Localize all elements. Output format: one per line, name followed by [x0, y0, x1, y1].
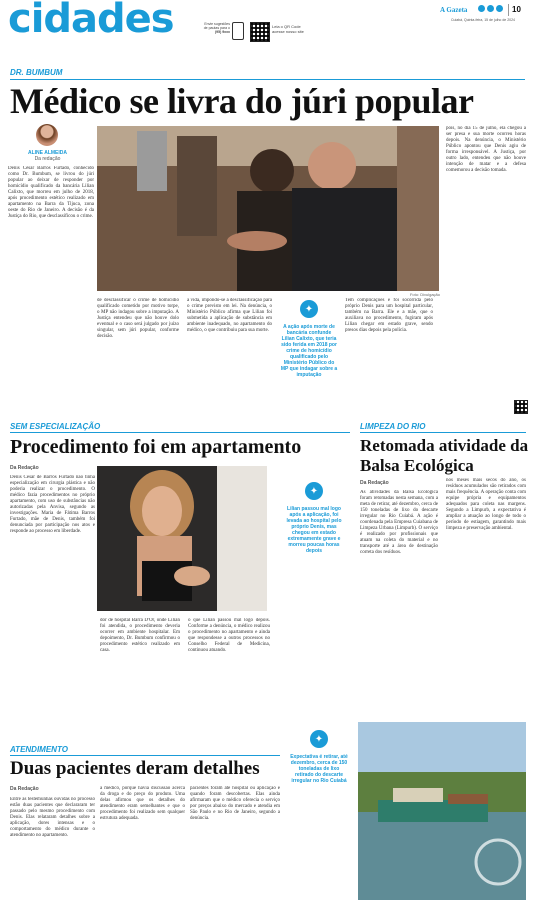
- article3-col2: nos meses mais secos do ano, os resíduos acumulados são retirados com mais frequência. A operação conta com equipe própria e equipamentos adequados para coleta nas margens. Segundo a Limpurb, a expectativa é ampliar a atuação ao longo de todo o período de estiagem, garantindo mais limpeza e preservação ambiental.: [446, 478, 526, 531]
- article3-callout-text: Expectativa é retirar, até dezembro, cerca de 150 toneladas de lixo retirado do descarte irregular no Rio Cuiabá: [290, 754, 348, 784]
- callout2-icon: ✦: [305, 482, 323, 500]
- instagram-icon[interactable]: [487, 5, 494, 12]
- article1-col4: Tem complicações e foi socorrida pelo próprio Denis para um hospital particular, também na Barra. Ele e a mãe, que o auxiliava no procedimento, fugiram após Lilian chegar em estado grave, sendo presos dias depois pela polícia.: [345, 298, 433, 333]
- article2-col1: Denis César de Barros Furtado não tinha especialização em cirurgia plástica e não poderia realizar o procedimento. O médico fazia procedimentos no próprio apartamento, com uso de substâncias não autorizadas pela Anvisa, segundo as investigações. Maria de Fátima Barros Furtado, mãe de Denis, também foi denunciada por participação nos atos e responde ao processo em liberdade.: [10, 475, 95, 534]
- article4-kicker: ATENDIMENTO: [10, 745, 68, 754]
- social-icons: [478, 5, 503, 12]
- article3-author: Da Redação: [360, 480, 389, 486]
- article1-author: ALINE ALMEIDA: [28, 150, 67, 156]
- qr-sublabel: acesse nosso site: [272, 29, 304, 34]
- article2-col3: o que Lilian passou mal logo depois. Conforme a denúncia, o médico realizou o procedimento no apartamento e ainda que respondesse a outros processos no Conselho Federal de Medicina, continuou atuando.: [188, 618, 270, 653]
- article1-qr-icon[interactable]: [514, 400, 528, 414]
- river-barge-image: [358, 722, 526, 900]
- article4-col1: Entre as testemunhas ouvidas no processo estão duas pacientes que declararam ter passado pelo mesmo procedimento com Denis. Elas relataram detalhes sobre a aplicação, dores intensas e o comportamento do médico durante o atendimento no apartamento.: [10, 797, 95, 838]
- qr-label: Leia o QR Code: [272, 24, 301, 29]
- contact-number: (95) 9xxx: [215, 30, 230, 34]
- page-number: 10: [512, 5, 521, 14]
- qr-info: [272, 24, 304, 34]
- article4-rule: [10, 755, 280, 756]
- article2-headline: Procedimento foi em apartamento: [10, 436, 302, 458]
- article1-callout: [280, 300, 338, 378]
- article2-callout: [285, 482, 343, 554]
- paper-name: A Gazeta: [440, 6, 468, 14]
- article3-rule: [360, 432, 526, 433]
- article2-col2: dor de hospital Barra D'Or, onde Lilian foi atendida, o procedimento deveria ocorrer em ambiente hospitalar. Em depoimento, Dr. Bumbum confirmou o procedimento estético realizado em casa.: [100, 618, 180, 653]
- facebook-icon[interactable]: [478, 5, 485, 12]
- article3-callout: [290, 730, 348, 784]
- contact-label: Envie sugestões de pautas para o: [203, 22, 230, 30]
- article1-col1: Denis César Barros Furtado, conhecido como Dr. Bumbum, se livrou do júri popular ao deixar de responder por homicídio qualificado da bancária Lilian Calixto, que morreu em julho de 2018, após procedimento estético realizado em apartamento na Barra da Tijuca, zona oeste do Rio de Janeiro. A decisão é da Justiça do Rio, que desclassificou o crime.: [8, 166, 94, 219]
- author-avatar: [36, 124, 58, 146]
- patient-portrait-image: [97, 466, 267, 611]
- article3-kicker: LIMPEZA DO RIO: [360, 422, 426, 431]
- doctor-arrest-image: [97, 126, 439, 291]
- article1-col2: de desclassificar o crime de homicídio qualificado cometido por motivo torpe, o MP não indagou sobre a imputação. A Justiça entendeu que não houve dolo eventual e o caso será julgado por juízo singular, sem júri popular, conforme decisão.: [97, 298, 179, 339]
- article1-photo: [97, 126, 439, 291]
- article4-col3: pacientes foram até hospital ou aplicação e quando foram descobertas. Elas ainda afirmaram que o médico oferecia o serviço por preços abaixo do mercado e atendia em São Paulo e no Rio de Janeiro, segundo a denúncia.: [190, 786, 280, 821]
- header-divider: [508, 4, 509, 16]
- contact-info: [202, 22, 230, 34]
- article3-photo: [358, 722, 526, 900]
- callout3-icon: ✦: [310, 730, 328, 748]
- callout-icon: ✦: [300, 300, 318, 318]
- article2-callout-text: Lilian passou mal logo após a aplicação, foi levada ao hospital pelo próprio Denis, mas chegou em estado extremamente grave e morreu poucas horas depois: [286, 506, 342, 554]
- article4-col2: a médico, porque havia discussão acerca da droga e do preço do produto. Uma delas afirmou que os detalhes do atendimento eram semelhantes e que o procedimento foi realizado sem qualquer estrutura adequada.: [100, 786, 185, 821]
- article3-headline: Retomada atividade da Balsa Ecológica: [360, 436, 529, 475]
- qr-code-icon[interactable]: [250, 22, 270, 42]
- article2-kicker: SEM ESPECIALIZAÇÃO: [10, 422, 101, 431]
- article1-callout-text: A ação após morte de bancária confunde Lilian Calixto, que teria sido ferida em 2018 por crime de homicídio qualificado pelo Ministério Público do MP que indagar sobre a imputação: [280, 324, 338, 378]
- article4-author: Da Redação: [10, 786, 39, 792]
- article2-author: Da Redação: [10, 465, 39, 471]
- article1-kicker: DR. BUMBUM: [10, 68, 63, 77]
- section-title: cidades: [8, 0, 174, 42]
- article3-col1: As atividades da Balsa Ecológica foram retomadas nesta semana, com a meta de retirar, até dezembro, cerca de 150 toneladas de lixo do descarte irregular no Rio Cuiabá. A ação é coordenada pela Empresa Cuiabana de Limpeza Urbana (Limpurb). O serviço é realizado por profissionais que atuam na coleta do material e no transporte até a área de destinação correta dos resíduos.: [360, 490, 438, 555]
- article1-col5: pois, no dia 15 de julho, ela chegou a ser presa e sua morte ocorreu horas depois. Na denúncia, o Ministério Público apontou que Denis agiu de forma irresponsável. A Justiça, por outro lado, entendeu que não houve intenção de matar e a defesa comemorou a decisão tomada.: [446, 126, 526, 173]
- issue-date: Cuiabá, Quinta-feira, 15 de julho de 2024: [450, 18, 515, 22]
- article1-photo-credit: Foto: Divulgação: [409, 292, 440, 297]
- article1-headline: Médico se livra do júri popular: [10, 81, 474, 121]
- article4-headline: Duas pacientes deram detalhes: [10, 758, 260, 779]
- article1-col3: a vida, impondo-se a desclassificação para o crime previsto em lei. Na denúncia, o Ministério Público afirma que Lilian foi submetida a aplicação de substância em ambiente inadequado, no apartamento do médico, o que contribuiu para sua morte.: [187, 298, 272, 333]
- twitter-icon[interactable]: [496, 5, 503, 12]
- article2-rule: [10, 432, 350, 433]
- article2-photo: [97, 466, 267, 611]
- phone-icon: [232, 22, 244, 40]
- article1-author-role: Da redação: [34, 156, 61, 162]
